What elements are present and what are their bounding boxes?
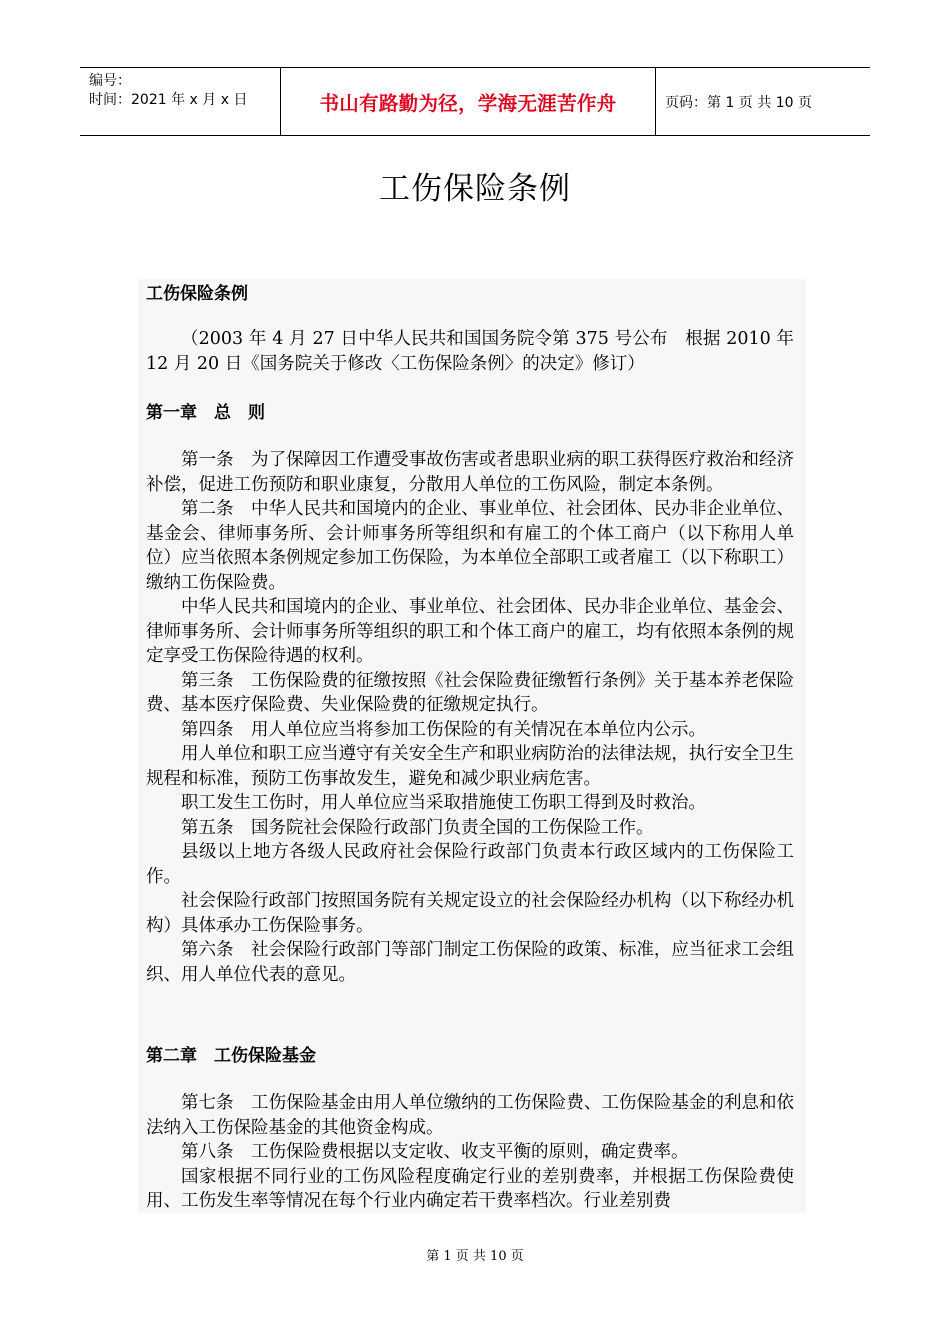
document-time-label: 时间：2021 年 x 月 x 日 — [89, 92, 248, 108]
article-paragraph: 国家根据不同行业的工伤风险程度确定行业的差别费率，并根据工伤保险费使用、工伤发生率等情况在每个行业内确定若干费率档次。行业差别费 — [146, 1166, 794, 1211]
article-paragraph: 第四条 用人单位应当将参加工伤保险的有关情况在本单位内公示。 — [181, 719, 706, 740]
intro-paragraph — [146, 327, 794, 376]
article-paragraph: 第五条 国务院社会保险行政部门负责全国的工伤保险工作。 — [181, 817, 654, 838]
article-paragraph: 第八条 工伤保险费根据以支定收、收支平衡的原则，确定费率。 — [181, 1142, 689, 1162]
article-paragraph: 第三条 工伤保险费的征缴按照《社会保险费征缴暂行条例》关于基本养老保险费、基本医疗保险费、失业保险费的征缴规定执行。 — [146, 670, 794, 715]
document-body — [138, 279, 806, 1213]
chapter-2-body — [146, 1091, 794, 1214]
chapter-1-body — [146, 448, 794, 987]
chapter-1-title: 第一章 总 则 — [146, 403, 265, 423]
header-page-info: 页码：第 1 页 共 10 页 — [665, 94, 812, 111]
header-meta — [80, 68, 280, 135]
article-paragraph: 第七条 工伤保险基金由用人单位缴纳的工伤保险费、工伤保险基金的利息和依法纳入工伤保险基金的其他资金构成。 — [146, 1093, 794, 1138]
article-paragraph: 县级以上地方各级人民政府社会保险行政部门负责本行政区域内的工伤保险工作。 — [146, 842, 794, 887]
document-title: 工伤保险条例 — [379, 171, 571, 207]
chapter-2-title: 第二章 工伤保险基金 — [146, 1046, 316, 1066]
page-footer: 第 1 页 共 10 页 — [426, 1249, 524, 1264]
article-paragraph: 职工发生工伤时，用人单位应当采取措施使工伤职工得到及时救治。 — [181, 793, 706, 813]
article-paragraph: 第六条 社会保险行政部门等部门制定工伤保险的政策、标准，应当征求工会组织、用人单位代表的意见。 — [146, 940, 794, 985]
body-heading: 工伤保险条例 — [146, 284, 248, 304]
article-paragraph: 社会保险行政部门按照国务院有关规定设立的社会保险经办机构（以下称经办机构）具体承办工伤保险事务。 — [146, 891, 794, 936]
intro-text: （2003 年 4 月 27 日中华人民共和国国务院令第 375 号公布 根据 2010 年 12 月 20 日《国务院关于修改〈工伤保险条例〉的决定》修订） — [146, 329, 794, 374]
article-paragraph: 第一条 为了保障因工作遭受事故伤害或者患职业病的职工获得医疗救治和经济补偿，促进工伤预防和职业康复，分散用人单位的工伤风险，制定本条例。 — [146, 450, 794, 495]
article-paragraph: 中华人民共和国境内的企业、事业单位、社会团体、民办非企业单位、基金会、律师事务所、会计师事务所等组织的职工和个体工商户的雇工，均有依照本条例的规定享受工伤保险待遇的权利。 — [146, 597, 794, 666]
document-number-label: 编号： — [89, 73, 131, 89]
article-paragraph: 第二条 中华人民共和国境内的企业、事业单位、社会团体、民办非企业单位、基金会、律师事务所、会计师事务所等组织和有雇工的个体工商户（以下称用人单位）应当依照本条例规定参加工伤保险，为本单位全部职工或者雇工（以下称职工）缴纳工伤保险费。 — [146, 499, 794, 593]
page-header — [80, 67, 870, 136]
article-paragraph: 用人单位和职工应当遵守有关安全生产和职业病防治的法律法规，执行安全卫生规程和标准，预防工伤事故发生，避免和减少职业病危害。 — [146, 744, 794, 789]
header-motto: 书山有路勤为径，学海无涯苦作舟 — [280, 68, 656, 135]
